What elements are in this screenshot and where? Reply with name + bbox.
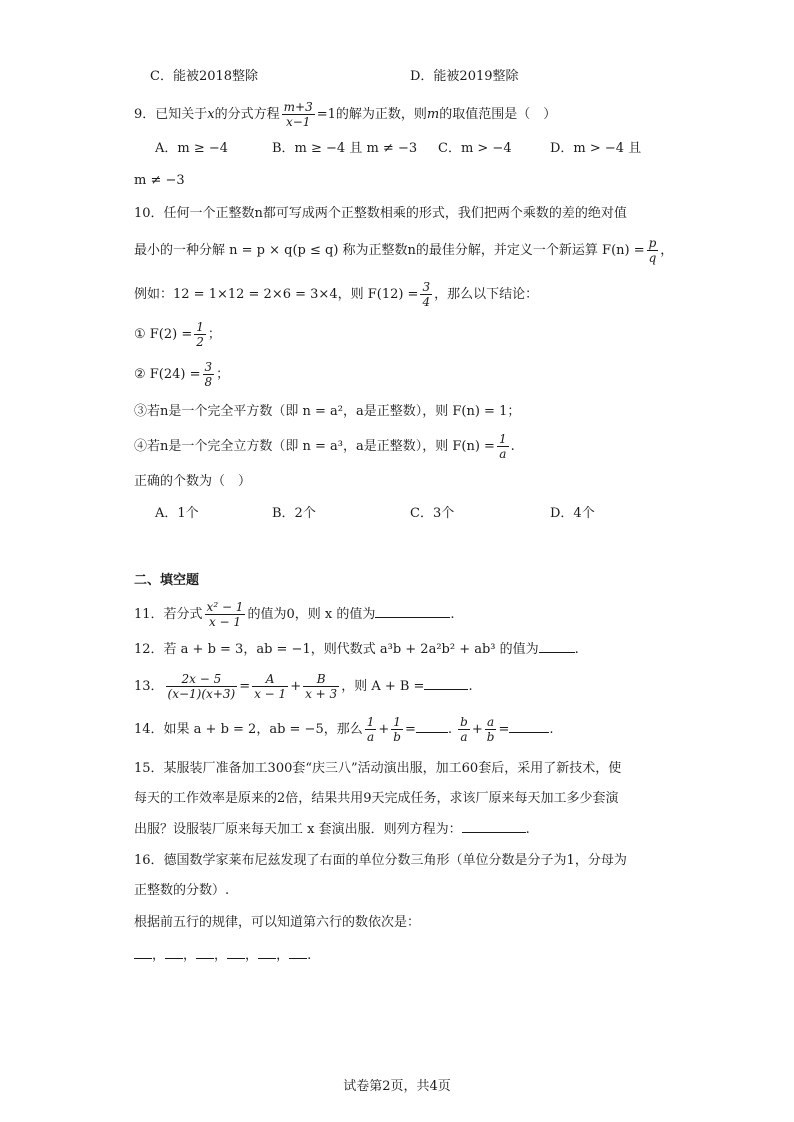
q12: 12．若 a + b = 3，ab = −1，则代数式 a³b + 2a²b² + ab³ 的值为 . xyxy=(134,642,579,657)
q9-stem: 9．已知关于x的分式方程 $\frac{m+3}{x-1}$ =1的解为正数，则m的取值范围是（ ） xyxy=(134,100,557,129)
q10-statement-1: ① F(2) = $\frac{1}{2}$ ； xyxy=(134,320,221,349)
q9-option-c: C．m > −4 xyxy=(438,141,512,156)
q15-line2: 每天的工作效率是原来的2倍，结果共用9天完成任务，求该厂原来每天加工多少套演 xyxy=(134,791,619,806)
q10-option-c: C．3个 xyxy=(410,506,455,521)
q9-option-d-cont: m ≠ −3 xyxy=(134,173,185,188)
answer-blank xyxy=(424,677,468,690)
q10-option-d: D．4个 xyxy=(550,506,595,521)
q9-option-a: A．m ≥ −4 xyxy=(155,141,229,156)
q10-option-b: B．2个 xyxy=(272,506,316,521)
section-heading: 二、填空题 xyxy=(134,573,200,588)
answer-blank xyxy=(462,820,526,833)
q10-line3: 例如：12 = 1×12 = 2×6 = 3×4，则 F(12) = $\frac{3}{4}$ ，那么以下结论： xyxy=(134,280,539,309)
q9-option-d: D．m > −4 且 xyxy=(550,141,642,156)
answer-blank xyxy=(539,640,575,653)
q8-option-d: D．能被2019整除 xyxy=(410,69,519,84)
q16-line3: 根据前五行的规律，可以知道第六行的数依次是： xyxy=(134,915,421,930)
q15-line3: 出服？设服装厂原来每天加工 x 套演出服．则列方程为： . xyxy=(134,822,530,837)
q16-line1: 16．德国数学家莱布尼兹发现了右面的单位分数三角形（单位分数是分子为1，分母为 xyxy=(134,853,627,868)
q16-line2: 正整数的分数）. xyxy=(134,883,230,898)
q8-option-c: C．能被2018整除 xyxy=(150,69,259,84)
page-footer: 试卷第2页，共4页 xyxy=(343,1079,451,1094)
q10-option-a: A．1个 xyxy=(155,506,199,521)
q9-option-b: B．m ≥ −4 且 m ≠ −3 xyxy=(272,141,418,156)
q15-line1: 15．某服装厂准备加工300套“庆三八”活动演出服，加工60套后，采用了新技术，使 xyxy=(134,761,622,776)
q10-line1: 10．任何一个正整数n都可写成两个正整数相乘的形式，我们把两个乘数的差的绝对值 xyxy=(134,206,627,221)
q9-fraction: $\frac{m+3}{x-1}$ xyxy=(283,100,313,129)
q10-statement-2: ② F(24) = $\frac{3}{8}$ ； xyxy=(134,360,230,389)
q10-statement-4: ④若n是一个完全立方数（即 n = a³，a是正整数），则 F(n) = $\frac{1}{a}$ . xyxy=(134,432,515,461)
q13: 13． $\frac{2x - 5}{(x-1)(x+3)}$ = $\frac{A}{x - 1}$ + $\frac{B}{x + 3}$ ，则 A + B = . xyxy=(134,672,473,701)
q11: 11．若分式 $\frac{\text{x² − 1}}{x - 1}$ 的值为0，则 x 的值为 . xyxy=(134,600,455,629)
answer-blank xyxy=(416,720,448,733)
answer-blank xyxy=(375,605,450,618)
q16-blanks: ， ， ， ， ， . xyxy=(134,946,311,965)
q14: 14．如果 a + b = 2，ab = −5，那么 $\frac{1}{a}$ + $\frac{1}{b}$ = . $\frac{b}{a}$ + $\frac{a}{b}$ = . xyxy=(134,715,554,744)
q10-statement-3: ③若n是一个完全平方数（即 n = a²，a是正整数），则 F(n) = 1； xyxy=(134,404,521,419)
q10-ask: 正确的个数为（ ） xyxy=(134,474,252,489)
answer-blank xyxy=(509,720,549,733)
q10-line2: 最小的一种分解 n = p × q(p ≤ q) 称为正整数n的最佳分解，并定义一个新运算 F(n) = $\frac{p}{q}$ ， xyxy=(134,236,674,265)
